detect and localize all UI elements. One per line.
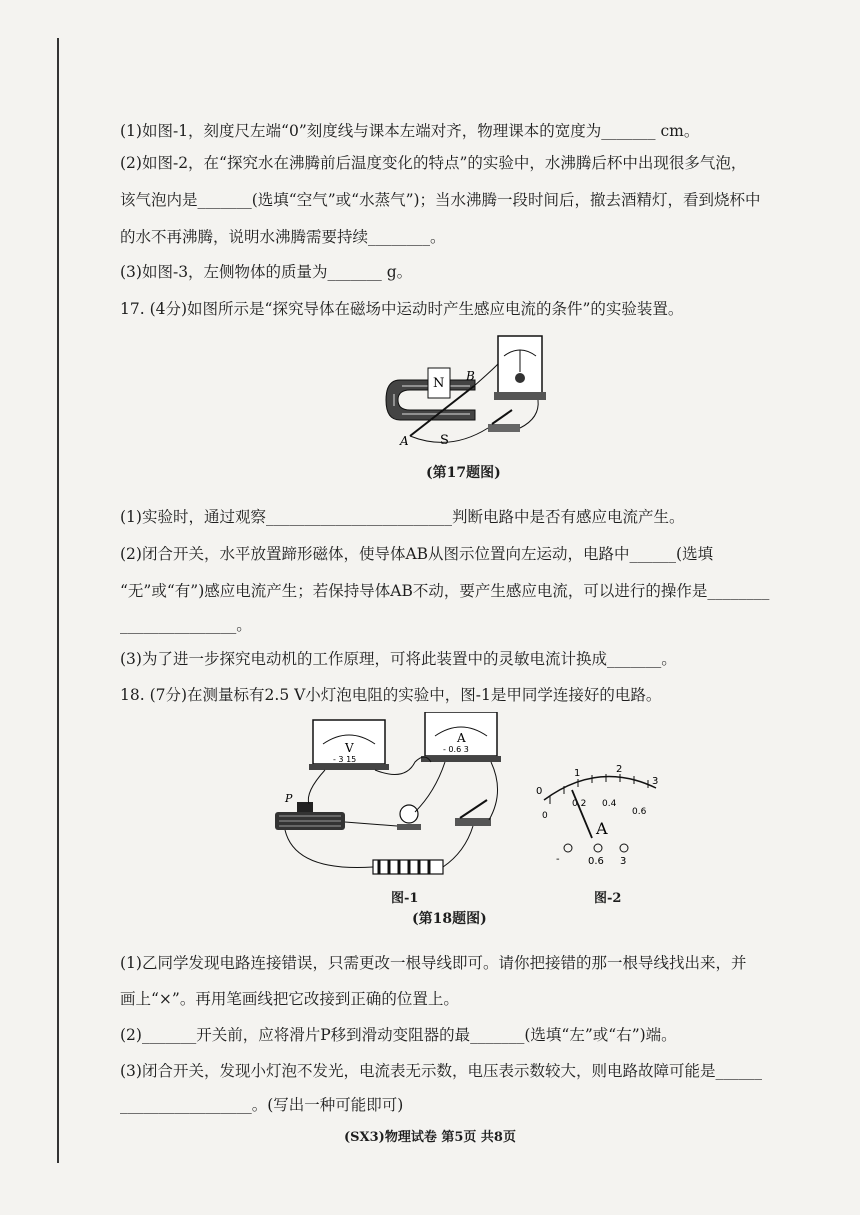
q18-fig1-label: 图-1 [391, 891, 419, 906]
dial-terminal-06: 0.6 [588, 856, 604, 867]
magnet-n-label: N [433, 376, 445, 391]
q17-part2-line2: “无”或“有”)感应电流产生；若保持导体AB不动，要产生感应电流，可以进行的操作是________ [120, 582, 770, 600]
dial-letter: A [596, 819, 608, 838]
q16-part2-line3: 的水不再沸腾，说明水沸腾需要持续________。 [120, 228, 446, 246]
dial-terminal-neg: - [556, 854, 560, 865]
q17-stem: 17. (4分)如图所示是“探究导体在磁场中运动时产生感应电流的条件”的实验装置。 [120, 300, 684, 318]
conductor-b-label: B [466, 369, 475, 383]
voltmeter-terminals: - 3 15 [333, 755, 357, 764]
dial-top-scale-3: 3 [652, 776, 659, 787]
magnet-s-label: S [440, 433, 449, 448]
q18-part2: (2)_______开关前，应将滑片P移到滑动变阻器的最_______(选填“左”或“右”)端。 [120, 1026, 677, 1044]
margin-rule [57, 38, 59, 1163]
ammeter-letter: A [457, 731, 466, 745]
q18-part1-line2: 画上“×”。再用笔画线把它改接到正确的位置上。 [120, 990, 459, 1008]
dial-bottom-scale-3: 0.6 [632, 807, 647, 817]
dial-bottom-scale-2: 0.4 [602, 799, 617, 809]
voltmeter-letter: V [345, 741, 354, 755]
q16-part3: (3)如图-3，左侧物体的质量为_______ g。 [120, 263, 413, 281]
q17-figure-caption: (第17题图) [426, 465, 501, 481]
q18-figure1-circuit [265, 712, 515, 882]
q18-part3-line1: (3)闭合开关，发现小灯泡不发光，电流表无示数，电压表示数较大，则电路故障可能是______ [120, 1062, 762, 1080]
q16-part2-line2: 该气泡内是_______(选填“空气”或“水蒸气”)；当水沸腾一段时间后，撤去酒精灯，看到烧杯中 [120, 191, 761, 209]
q16-part1: (1)如图-1，刻度尺左端“0”刻度线与课本左端对齐，物理课本的宽度为_______ cm。 [120, 122, 700, 140]
q18-part3-line2: _________________。(写出一种可能即可) [120, 1096, 404, 1114]
dial-top-scale-0: 0 [536, 786, 543, 797]
q17-part3: (3)为了进一步探究电动机的工作原理，可将此装置中的灵敏电流计换成_______。 [120, 650, 677, 668]
page-footer: (SX3)物理试卷 第5页 共8页 [344, 1130, 516, 1145]
dial-top-scale-2: 2 [616, 764, 623, 775]
dial-bottom-scale-1: 0.2 [572, 799, 587, 809]
dial-top-scale-1: 1 [574, 768, 581, 779]
conductor-a-label: A [400, 434, 409, 448]
q18-figure2-ammeter-dial [528, 760, 668, 870]
q17-part2-line3: _______________。 [120, 616, 252, 634]
ammeter-terminals: - 0.6 3 [443, 745, 469, 754]
dial-bottom-scale-0: 0 [542, 811, 548, 821]
q17-part1: (1)实验时，通过观察________________________判断电路中是否有感应电流产生。 [120, 508, 685, 526]
q18-fig2-label: 图-2 [594, 891, 622, 906]
q17-part2-line1: (2)闭合开关，水平放置蹄形磁体，使导体AB从图示位置向左运动，电路中______(选填 [120, 545, 714, 563]
q18-part1-line1: (1)乙同学发现电路连接错误，只需更改一根导线即可。请你把接错的那一根导线找出来，并 [120, 954, 747, 972]
q18-figure-caption: (第18题图) [412, 911, 487, 927]
dial-terminal-3: 3 [620, 856, 627, 867]
q17-figure [370, 328, 550, 458]
rheostat-slider-label: P [285, 792, 293, 805]
q16-part2-line1: (2)如图-2，在“探究水在沸腾前后温度变化的特点”的实验中，水沸腾后杯中出现很多气泡， [120, 154, 747, 172]
q18-stem: 18. (7分)在测量标有2.5 V小灯泡电阻的实验中，图-1是甲同学连接好的电路。 [120, 686, 662, 704]
